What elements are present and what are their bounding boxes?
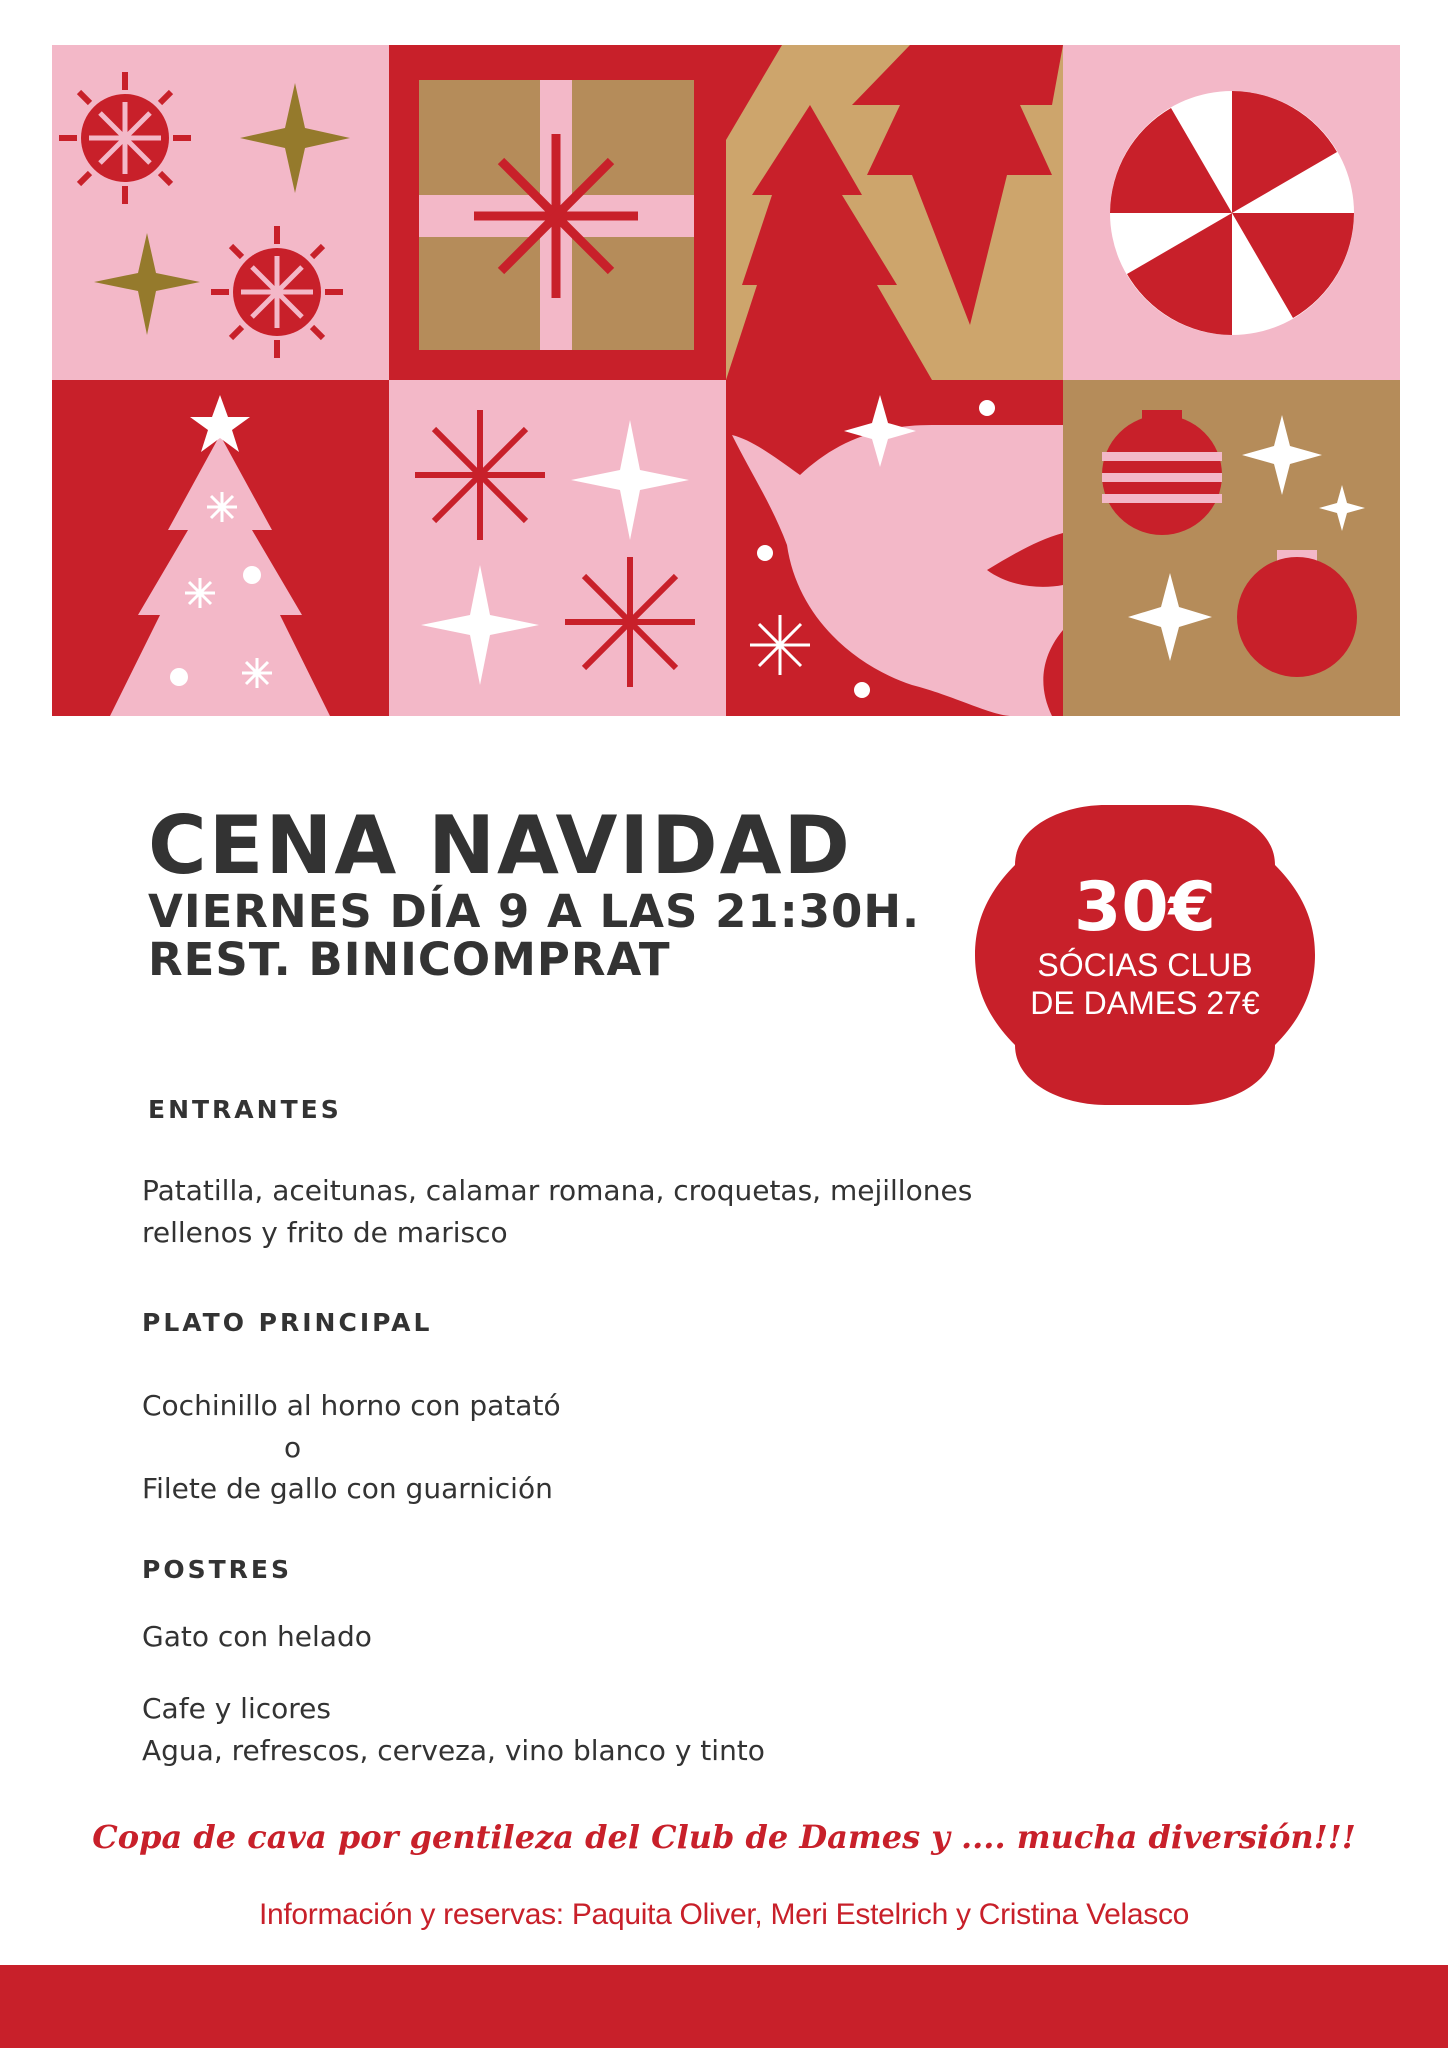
main-course-title: PLATO PRINCIPAL — [142, 1308, 433, 1337]
members-price-line1: SÓCIAS CLUB — [1037, 947, 1253, 983]
event-date: VIERNES DÍA 9 A LAS 21:30H. — [148, 885, 921, 938]
tagline: Copa de cava por gentileza del Club de Dames y .... mucha diversión!!! — [92, 1818, 1356, 1856]
event-title: CENA NAVIDAD — [148, 799, 852, 892]
main-course-option1: Cochinillo al horno con patató — [142, 1389, 561, 1422]
event-venue: REST. BINICOMPRAT — [148, 933, 671, 986]
members-price-line2: DE DAMES 27€ — [1030, 985, 1260, 1021]
gift-icon — [419, 80, 694, 350]
event-header — [148, 799, 968, 986]
desserts-title: POSTRES — [142, 1555, 292, 1584]
main-course-option2: Filete de gallo con guarnición — [142, 1472, 553, 1505]
desserts-item2: Cafe y licores — [142, 1692, 331, 1725]
desserts-item1: Gato con helado — [142, 1620, 372, 1653]
desserts-item3: Agua, refrescos, cerveza, vino blanco y tinto — [142, 1734, 765, 1767]
price-info — [975, 870, 1315, 1022]
footer-bar — [0, 1965, 1448, 2048]
price-amount: 30€ — [1074, 868, 1216, 947]
christmas-banner — [52, 45, 1400, 716]
starters-line1: Patatilla, aceitunas, calamar romana, croquetas, mejillones — [142, 1174, 973, 1207]
reservation-info: Información y reservas: Paquita Oliver, Meri Estelrich y Cristina Velasco — [258, 1898, 1190, 1931]
main-course-separator: o — [284, 1431, 302, 1464]
starters-line2: rellenos y frito de marisco — [142, 1216, 508, 1249]
peppermint-icon — [1110, 91, 1354, 335]
starters-title: ENTRANTES — [148, 1095, 342, 1124]
